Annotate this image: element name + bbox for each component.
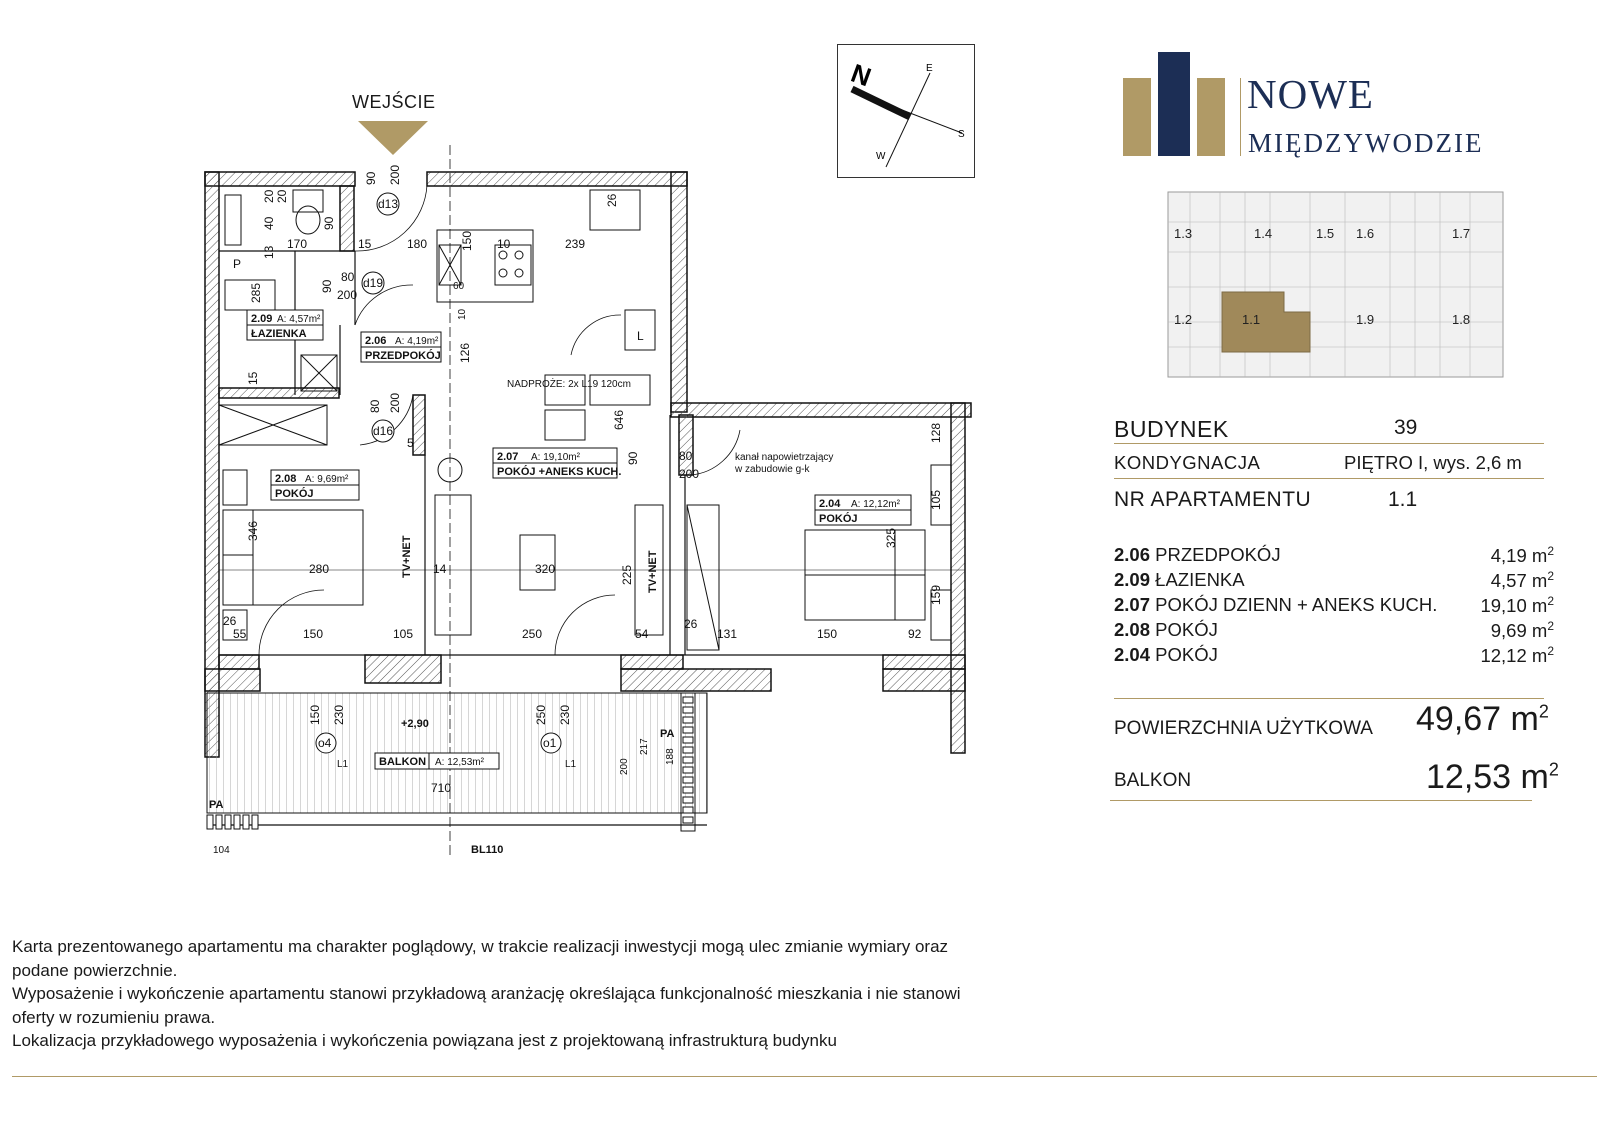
svg-text:1.6: 1.6 xyxy=(1356,226,1375,241)
svg-text:BALKON: BALKON xyxy=(379,756,427,768)
svg-text:1.2: 1.2 xyxy=(1174,312,1193,327)
svg-text:90: 90 xyxy=(320,279,334,293)
room-code: 2.06 xyxy=(1114,544,1151,565)
divider xyxy=(1110,800,1532,801)
svg-text:55: 55 xyxy=(233,627,247,641)
svg-text:1.8: 1.8 xyxy=(1452,312,1471,327)
svg-text:10: 10 xyxy=(497,237,511,251)
svg-text:188: 188 xyxy=(665,748,676,765)
svg-text:TV+NET: TV+NET xyxy=(647,550,659,593)
room-name: POKÓJ xyxy=(1155,619,1218,640)
svg-text:1.3: 1.3 xyxy=(1174,226,1193,241)
room-name: POKÓJ xyxy=(1155,644,1218,665)
disclaimer-line: Wyposażenie i wykończenie apartamentu stanowi przykładową aranżację określająca funkcjonalność mieszkania i nie stanowi xyxy=(12,984,961,1003)
svg-text:2.08: 2.08 xyxy=(275,473,297,485)
svg-text:60: 60 xyxy=(453,281,465,292)
entrance-label: WEJŚCIE xyxy=(352,92,436,112)
svg-text:200: 200 xyxy=(388,392,402,413)
svg-text:250: 250 xyxy=(534,704,548,725)
room-tag-2-08 xyxy=(271,470,359,500)
disclaimer-line: Lokalizacja przykładowego wyposażenia i wykończenia powiązana jest z projektowaną infrastrukturą budynku xyxy=(12,1031,837,1050)
svg-text:A: 4,19m²: A: 4,19m² xyxy=(395,336,439,347)
svg-text:1.7: 1.7 xyxy=(1452,226,1471,241)
svg-text:1.5: 1.5 xyxy=(1316,226,1335,241)
floor-plan xyxy=(195,85,985,865)
svg-text:150: 150 xyxy=(460,230,474,251)
room-code: 2.04 xyxy=(1114,644,1151,665)
svg-text:26: 26 xyxy=(223,614,237,628)
svg-text:NADPROŻE: 2x L19 120cm: NADPROŻE: 2x L19 120cm xyxy=(507,379,631,390)
svg-text:POKÓJ +ANEKS KUCH.: POKÓJ +ANEKS KUCH. xyxy=(497,466,622,478)
room-code: 2.07 xyxy=(1114,594,1151,615)
floor-value: PIĘTRO I, wys. 2,6 m xyxy=(1344,452,1522,473)
bottom-rule xyxy=(12,1076,1597,1077)
svg-text:20: 20 xyxy=(262,189,276,203)
svg-text:o4: o4 xyxy=(318,736,332,750)
svg-text:150: 150 xyxy=(303,627,324,641)
svg-text:170: 170 xyxy=(287,237,308,251)
logo-word-miedzywodzie: MIĘDZYWODZIE xyxy=(1248,128,1484,158)
disclaimer-line: oferty w rozumieniu prawa. xyxy=(12,1007,216,1027)
room-name: PRZEDPOKÓJ xyxy=(1155,544,1281,565)
svg-text:180: 180 xyxy=(407,237,428,251)
svg-text:80: 80 xyxy=(679,449,693,463)
usable-area-label: POWIERZCHNIA UŻYTKOWA xyxy=(1114,718,1373,739)
svg-text:15: 15 xyxy=(246,371,260,385)
svg-text:285: 285 xyxy=(249,282,263,303)
divider xyxy=(1114,698,1544,699)
svg-text:150: 150 xyxy=(308,704,322,725)
svg-text:5: 5 xyxy=(407,436,414,450)
svg-text:26: 26 xyxy=(684,617,698,631)
logo-word-nowe: NOWE xyxy=(1247,71,1374,117)
logo-bar-left-icon xyxy=(1123,78,1151,156)
apartment-label: NR APARTAMENTU xyxy=(1114,488,1312,511)
room-row xyxy=(1114,544,1554,566)
svg-text:1.4: 1.4 xyxy=(1254,226,1273,241)
svg-text:230: 230 xyxy=(558,704,572,725)
svg-text:A: 9,69m²: A: 9,69m² xyxy=(305,474,349,485)
svg-text:280: 280 xyxy=(309,562,330,576)
svg-text:54: 54 xyxy=(635,627,649,641)
balcony-label: BALKON xyxy=(1114,770,1192,791)
room-row xyxy=(1114,594,1554,616)
room-tag-2-09 xyxy=(247,310,323,340)
svg-text:200: 200 xyxy=(619,758,630,775)
svg-text:217: 217 xyxy=(639,738,650,755)
svg-text:PA: PA xyxy=(660,728,675,740)
room-tag-balkon xyxy=(375,753,499,769)
svg-text:S: S xyxy=(958,129,965,140)
svg-text:W: W xyxy=(876,151,886,162)
room-tag-2-04 xyxy=(815,495,911,525)
svg-text:230: 230 xyxy=(332,704,346,725)
svg-text:26: 26 xyxy=(605,193,619,207)
svg-text:A: 12,12m²: A: 12,12m² xyxy=(851,499,900,510)
logo-bar-right-icon xyxy=(1197,78,1225,156)
svg-text:40: 40 xyxy=(262,216,276,230)
svg-text:PA: PA xyxy=(209,799,224,811)
svg-text:2.07: 2.07 xyxy=(497,451,519,463)
room-area: 9,69 $m^2$ xyxy=(1490,619,1554,642)
svg-text:105: 105 xyxy=(393,627,414,641)
room-area: 12,12 $m^2$ xyxy=(1480,644,1554,667)
logo-bar-center-icon xyxy=(1158,52,1190,156)
compass xyxy=(837,44,975,178)
svg-text:325: 325 xyxy=(884,527,898,548)
apartment-value: 1.1 xyxy=(1388,488,1418,511)
room-code: 2.09 xyxy=(1114,569,1151,590)
divider xyxy=(1114,478,1544,479)
svg-text:320: 320 xyxy=(535,562,556,576)
key-plan xyxy=(1160,182,1510,387)
svg-text:o1: o1 xyxy=(543,736,557,750)
svg-text:80: 80 xyxy=(341,270,355,284)
svg-text:200: 200 xyxy=(679,467,700,481)
svg-text:126: 126 xyxy=(458,342,472,363)
svg-text:A: 19,10m²: A: 19,10m² xyxy=(531,452,580,463)
room-tag-2-06 xyxy=(361,332,441,362)
svg-text:131: 131 xyxy=(717,627,738,641)
svg-text:L: L xyxy=(637,329,644,343)
room-row xyxy=(1114,619,1554,641)
room-name: POKÓJ DZIENN + ANEKS KUCH. xyxy=(1155,594,1438,615)
svg-text:P: P xyxy=(233,257,242,271)
room-name: ŁAZIENKA xyxy=(1155,569,1245,590)
room-row xyxy=(1114,569,1554,591)
svg-text:d19: d19 xyxy=(363,276,384,290)
svg-text:1.9: 1.9 xyxy=(1356,312,1375,327)
svg-text:N: N xyxy=(847,57,876,93)
svg-text:104: 104 xyxy=(213,845,230,856)
room-area: 4,57 $m^2$ xyxy=(1490,569,1554,592)
usable-area-value: 49,67 $m^2$ xyxy=(1416,700,1549,738)
svg-text:d16: d16 xyxy=(373,424,394,438)
svg-text:200: 200 xyxy=(388,164,402,185)
svg-text:646: 646 xyxy=(612,409,626,430)
svg-text:kanał napowietrzający: kanał napowietrzający xyxy=(735,452,834,463)
svg-text:w zabudowie g-k: w zabudowie g-k xyxy=(735,464,810,475)
svg-text:1.1: 1.1 xyxy=(1242,312,1261,327)
svg-text:TV+NET: TV+NET xyxy=(401,535,413,578)
building-value: 39 xyxy=(1394,416,1418,439)
svg-text:105: 105 xyxy=(929,489,943,510)
svg-text:20: 20 xyxy=(275,189,289,203)
compass-icon xyxy=(838,45,974,177)
svg-text:10: 10 xyxy=(457,308,468,320)
divider xyxy=(1114,443,1544,444)
disclaimer xyxy=(12,935,1112,1053)
svg-text:L1: L1 xyxy=(337,759,349,770)
svg-text:POKÓJ: POKÓJ xyxy=(275,488,314,500)
room-area: 19,10 $m^2$ xyxy=(1480,594,1554,617)
balcony-area-value: 12,53 $m^2$ xyxy=(1426,758,1559,796)
svg-text:2.09: 2.09 xyxy=(251,313,273,325)
logo-divider xyxy=(1240,78,1241,156)
room-code: 2.08 xyxy=(1114,619,1151,640)
svg-text:90: 90 xyxy=(626,451,640,465)
svg-text:90: 90 xyxy=(322,216,336,230)
svg-text:L1: L1 xyxy=(565,759,577,770)
svg-text:225: 225 xyxy=(620,564,634,585)
room-row xyxy=(1114,644,1554,666)
svg-text:250: 250 xyxy=(522,627,543,641)
svg-text:90: 90 xyxy=(364,171,378,185)
floor-label: KONDYGNACJA xyxy=(1114,452,1261,473)
svg-text:150: 150 xyxy=(817,627,838,641)
svg-text:13: 13 xyxy=(262,245,276,259)
room-tag-2-07 xyxy=(493,448,621,478)
svg-text:239: 239 xyxy=(565,237,586,251)
svg-text:159: 159 xyxy=(929,584,943,605)
svg-text:92: 92 xyxy=(908,627,922,641)
svg-text:BL110: BL110 xyxy=(471,844,504,856)
svg-text:A: 12,53m²: A: 12,53m² xyxy=(435,757,484,768)
room-area: 4,19 $m^2$ xyxy=(1490,544,1554,567)
svg-text:+2,90: +2,90 xyxy=(401,718,429,730)
disclaimer-line: podane powierzchnie. xyxy=(12,960,178,980)
svg-text:200: 200 xyxy=(337,288,358,302)
svg-text:15: 15 xyxy=(358,237,372,251)
svg-text:14: 14 xyxy=(433,562,447,576)
svg-text:d13: d13 xyxy=(378,197,399,211)
building-label: BUDYNEK xyxy=(1114,416,1229,442)
svg-text:ŁAZIENKA: ŁAZIENKA xyxy=(251,328,307,340)
svg-text:128: 128 xyxy=(929,422,943,443)
svg-text:2.06: 2.06 xyxy=(365,335,387,347)
svg-text:710: 710 xyxy=(431,781,452,795)
svg-text:2.04: 2.04 xyxy=(819,498,841,510)
svg-text:A: 4,57m²: A: 4,57m² xyxy=(277,314,321,325)
disclaimer-line: Karta prezentowanego apartamentu ma charakter poglądowy, w trakcie realizacji inwestycji mogą ulec zmianie wymiary oraz xyxy=(12,937,949,956)
svg-text:E: E xyxy=(926,63,933,74)
svg-text:POKÓJ: POKÓJ xyxy=(819,513,858,525)
svg-text:80: 80 xyxy=(368,399,382,413)
svg-text:PRZEDPOKÓJ: PRZEDPOKÓJ xyxy=(365,350,441,362)
svg-text:346: 346 xyxy=(246,520,260,541)
